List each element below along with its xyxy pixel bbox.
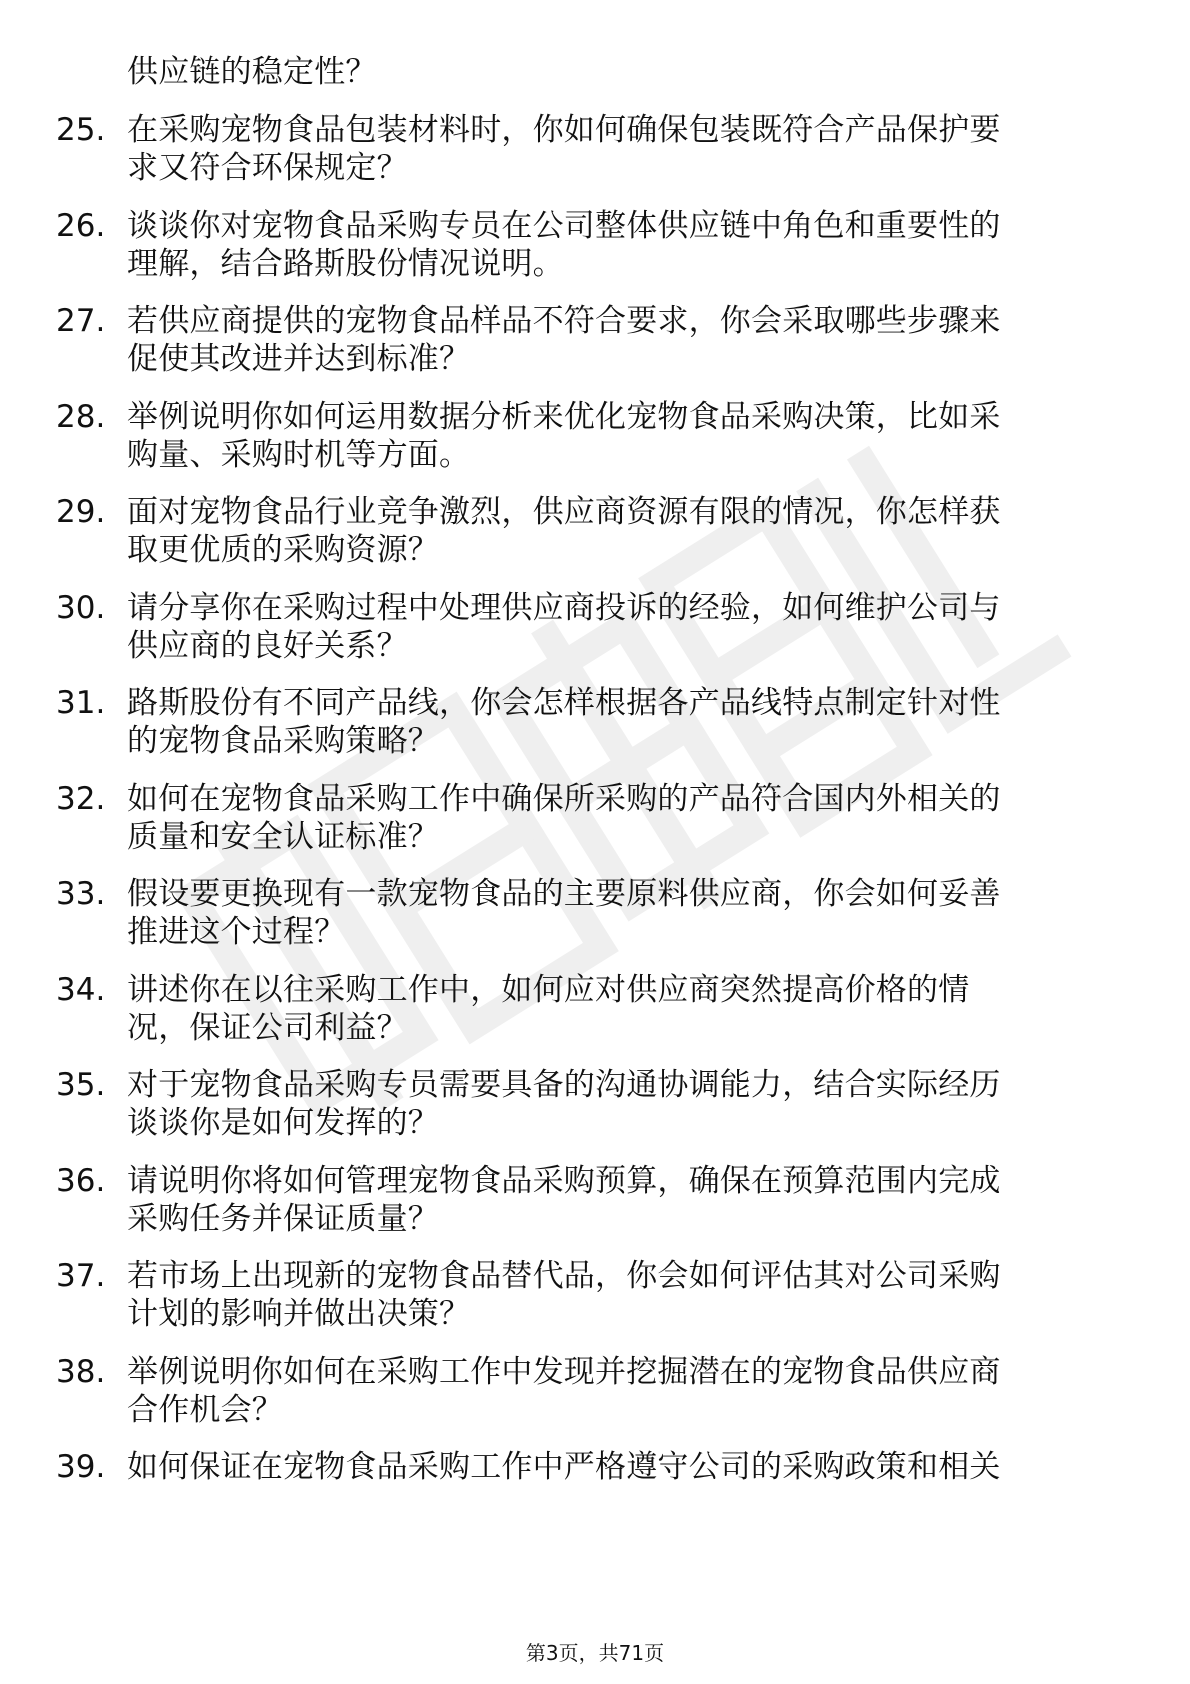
question-text-line: 请说明你将如何管理宠物食品采购预算，确保在预算范围内完成: [127, 1162, 1001, 1199]
question-text-line: 购量、采购时机等方面。: [127, 436, 471, 473]
question-text-line: 假设要更换现有一款宠物食品的主要原料供应商，你会如何妥善: [127, 876, 1001, 912]
question-text-line: 谈谈你是如何发挥的？: [127, 1105, 439, 1141]
watermark: [127, 353, 1113, 1186]
question-text-line: 面对宠物食品行业竞争激烈，供应商资源有限的情况，你怎样获: [127, 494, 1001, 530]
question-number: 33.: [56, 876, 106, 912]
question-text-line: 供应商的良好关系？: [127, 627, 408, 664]
page-footer: 第3页，共71页: [525, 1641, 665, 1665]
question-number: 32.: [56, 780, 106, 817]
question-number: 25.: [56, 112, 106, 148]
question-number: 26.: [56, 207, 106, 244]
question-number: 27.: [56, 303, 106, 339]
question-text-line: 讲述你在以往采购工作中，如何应对供应商突然提高价格的情: [127, 971, 970, 1008]
question-text-line: 谈谈你对宠物食品采购专员在公司整体供应链中角色和重要性的: [127, 207, 1001, 244]
question-number: 35.: [56, 1067, 106, 1103]
watermark-graphic: [127, 353, 1113, 1186]
question-text-line: 举例说明你如何在采购工作中发现并挖掘潜在的宠物食品供应商: [127, 1353, 1001, 1390]
question-text-line: 取更优质的采购资源？: [127, 532, 439, 568]
question-text-line: 在采购宠物食品包装材料时，你如何确保包装既符合产品保护要: [127, 112, 1001, 148]
question-text-line: 促使其改进并达到标准？: [127, 341, 471, 377]
question-text-line: 采购任务并保证质量？: [127, 1200, 439, 1237]
question-number: 38.: [56, 1353, 106, 1390]
question-number: 39.: [56, 1449, 106, 1485]
question-text-line: 若供应商提供的宠物食品样品不符合要求，你会采取哪些步骤来: [127, 303, 1001, 339]
question-text-line: 如何在宠物食品采购工作中确保所采购的产品符合国内外相关的: [127, 780, 1001, 817]
question-text-line: 对于宠物食品采购专员需要具备的沟通协调能力，结合实际经历: [127, 1067, 1001, 1103]
question-text-line: 若市场上出现新的宠物食品替代品，你会如何评估其对公司采购: [127, 1258, 1001, 1294]
question-text-line: 推进这个过程？: [127, 914, 346, 950]
question-text-line: 请分享你在采购过程中处理供应商投诉的经验，如何维护公司与: [127, 589, 1001, 626]
question-number: 29.: [56, 494, 106, 530]
question-text-line: 况，保证公司利益？: [127, 1009, 408, 1046]
question-text-line: 的宠物食品采购策略？: [127, 723, 439, 759]
lead-in-line: 供应链的稳定性？: [127, 54, 377, 90]
question-number: 37.: [56, 1258, 106, 1294]
question-text-line: 求又符合环保规定？: [127, 150, 408, 186]
question-text-line: 计划的影响并做出决策？: [127, 1296, 471, 1332]
question-text-line: 质量和安全认证标准？: [127, 818, 439, 855]
question-text-line: 举例说明你如何运用数据分析来优化宠物食品采购决策，比如采: [127, 398, 1001, 435]
question-text-line: 路斯股份有不同产品线，你会怎样根据各产品线特点制定针对性: [127, 685, 1001, 721]
question-number: 34.: [56, 971, 106, 1008]
question-text-line: 理解，结合路斯股份情况说明。: [127, 245, 564, 282]
question-text-line: 如何保证在宠物食品采购工作中严格遵守公司的采购政策和相关: [127, 1449, 1001, 1485]
question-number: 31.: [56, 685, 106, 721]
question-number: 30.: [56, 589, 106, 626]
question-text-line: 合作机会？: [127, 1391, 283, 1428]
question-number: 28.: [56, 398, 106, 435]
question-number: 36.: [56, 1162, 106, 1199]
